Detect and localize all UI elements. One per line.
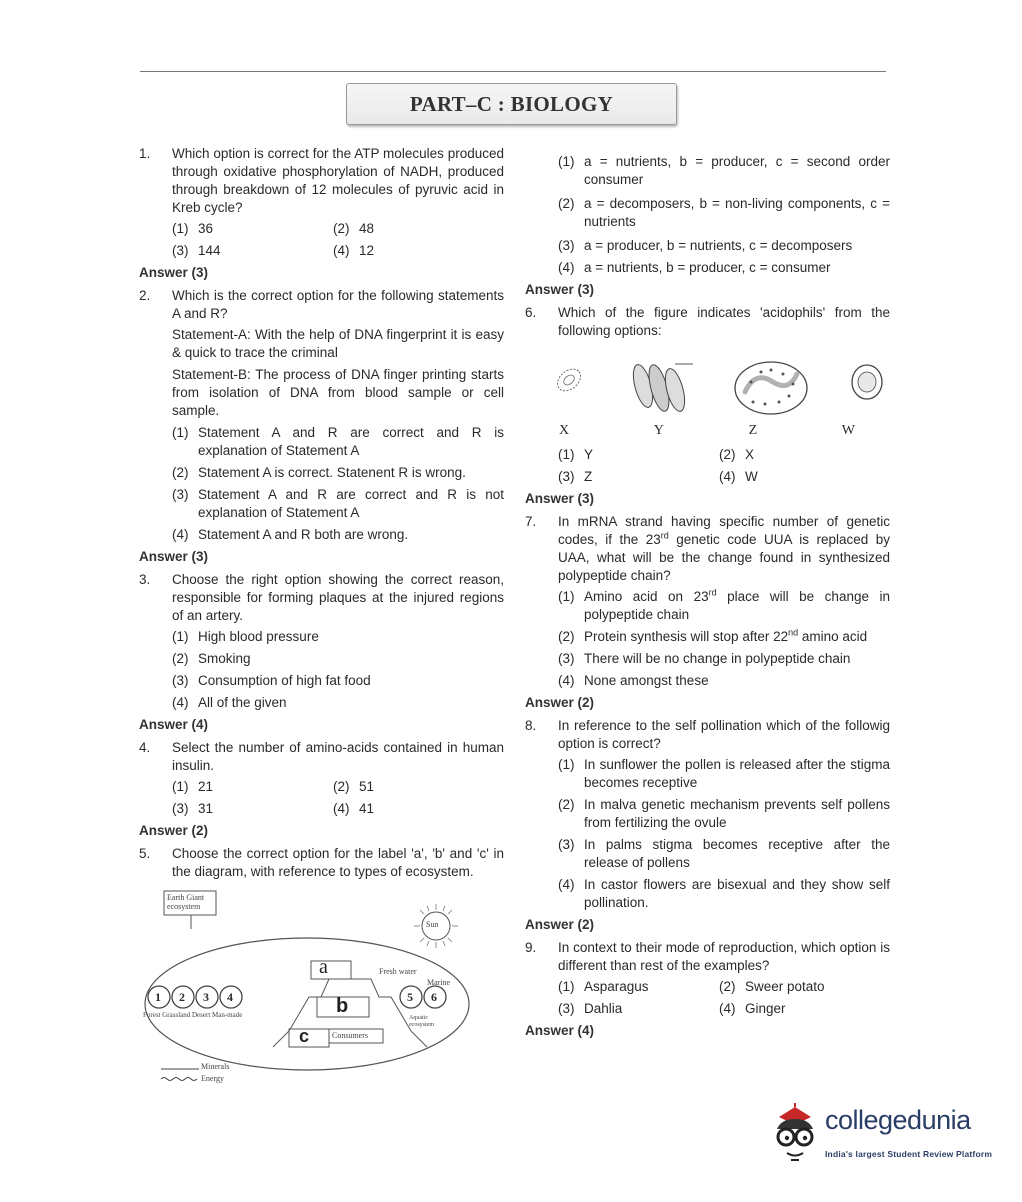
statement-b: Statement-B: The process of DNA finger printing starts from isolation of DNA from blood sample or cell sample. [172, 367, 504, 418]
question-text: In context to their mode of reproduction, which option is different than rest of the examples? [558, 940, 890, 973]
question-9 [525, 939, 890, 975]
cell-w-icon [847, 358, 887, 408]
option: (3) Consumption of high fat food [172, 673, 371, 688]
answer-label: Answer (3) [139, 265, 209, 280]
collegedunia-logo[interactable] [765, 1103, 993, 1168]
option: (4) Statement A and R both are wrong. [172, 527, 409, 542]
answer-label: Answer (3) [525, 282, 595, 297]
option-row: (1) 21 (2) 51 [172, 779, 375, 794]
option: (2) Smoking [172, 651, 251, 666]
question-number: 2. [139, 288, 151, 303]
option-text: 48 [359, 221, 375, 236]
question-text: Choose the correct option for the label 'a', 'b' and 'c' in the diagram, with reference to types of ecosystem. [172, 846, 504, 879]
question-text: In mRNA strand having specific number of genetic codes, if the 23rd genetic code UUA is replaced by UAA, what will be the change found in synthesized polypeptide chain? [558, 514, 890, 583]
option-text: 144 [198, 243, 221, 258]
option: (3) In palms stigma becomes receptive after the release of pollens [558, 837, 890, 870]
option: (1) High blood pressure [172, 629, 319, 644]
question-5 [139, 845, 504, 881]
label-x: X [559, 423, 570, 438]
option: (3) a = producer, b = nutrients, c = decomposers [558, 238, 853, 253]
option-number: (4) [333, 243, 350, 258]
option: (1) In sunflower the pollen is released after the stigma becomes receptive [558, 757, 890, 790]
option: (3) There will be no change in polypeptide chain [558, 651, 851, 666]
biosphere-ellipse [145, 938, 469, 1070]
ecosystem-diagram [139, 889, 504, 1089]
question-text: In reference to the self pollination which of the followig option is correct? [558, 718, 890, 751]
question-4 [139, 739, 504, 775]
energy-legend-wave [161, 1078, 197, 1081]
question-8 [525, 717, 890, 753]
question-number: 1. [139, 146, 151, 161]
option-row: (3) Z (4) W [558, 469, 758, 484]
option: (4) None amongst these [558, 673, 709, 688]
number-1: 1 [155, 990, 161, 1004]
label-b: b [336, 995, 349, 1017]
option-number: (3) [172, 243, 189, 258]
statement-a: Statement-A: With the help of DNA fingerprint it is easy & quick to trace the criminal [172, 327, 504, 360]
question-text: Which option is correct for the ATP molecules produced through oxidative phosphorylation of NADH, produced through breakdown of 12 molecules of pyruvic acid in Kreb cycle? [172, 146, 504, 215]
label-a-box [311, 961, 351, 979]
question-text: Which is the correct option for the following statements A and R? [172, 288, 504, 321]
label-y: Y [653, 423, 664, 438]
option-row: (3) 31 (4) 41 [172, 801, 375, 816]
logo-tagline: India's largest Student Review Platform [825, 1149, 993, 1159]
question-1 [139, 145, 504, 217]
option-row: (1) Asparagus (2) Sweer potato [558, 979, 825, 994]
question-number: 6. [525, 305, 537, 320]
option: (4) In castor flowers are bisexual and they show self pollination. [558, 877, 890, 910]
answer-label: Answer (2) [525, 917, 595, 932]
label-a: a [319, 956, 328, 978]
option-row [172, 220, 504, 238]
number-4: 4 [227, 990, 233, 1004]
cell-y-icon [625, 358, 695, 418]
question-3 [139, 571, 504, 625]
question-text: Select the number of amino-acids contained in human insulin. [172, 740, 504, 773]
question-text: Choose the right option showing the correct reason, responsible for forming plaques at the injured regions of an artery. [172, 572, 504, 623]
marine-label: Marine [427, 978, 451, 987]
option: (2) Protein synthesis will stop after 22nd amino acid [558, 627, 868, 644]
aquatic-label: Aquatic ecosystem [409, 1015, 434, 1028]
question-7 [525, 513, 890, 585]
option: (1) Amino acid on 23rd place will be change in polypeptide chain [558, 587, 890, 622]
question-number: 7. [525, 514, 537, 529]
consumers-label: Consumers [332, 1031, 368, 1040]
number-3: 3 [203, 990, 209, 1004]
fresh-water-label: Fresh water [379, 967, 417, 976]
option-text: 12 [359, 243, 375, 258]
page-title: PART–C : BIOLOGY [346, 83, 677, 125]
option-row [172, 242, 504, 260]
number-5: 5 [407, 990, 413, 1004]
figure-labels [559, 422, 855, 440]
left-column [139, 145, 504, 1089]
question-6 [525, 304, 890, 340]
question-number: 3. [139, 572, 151, 587]
number-2: 2 [179, 990, 185, 1004]
forest-label: Forest Grassland Desert Man-made [143, 1011, 243, 1019]
option-number: (1) [172, 221, 189, 236]
option: (4) a = nutrients, b = producer, c = consumer [558, 260, 831, 275]
option: (1) Statement A and R are correct and R is explanation of Statement A [172, 425, 504, 458]
question-text: Which of the figure indicates 'acidophils' from the following options: [558, 305, 890, 338]
answer-label: Answer (2) [139, 823, 209, 838]
option-row: (3) Dahlia (4) Ginger [558, 1001, 786, 1016]
option: (2) a = decomposers, b = non-living components, c = nutrients [558, 196, 890, 229]
mascot-icon [765, 1103, 823, 1165]
question-number: 5. [139, 846, 151, 861]
answer-label: Answer (4) [525, 1023, 595, 1038]
minerals-label: Minerals [201, 1062, 230, 1071]
sun-label: Sun [426, 920, 439, 929]
top-rule [140, 71, 886, 72]
energy-label: Energy [201, 1074, 224, 1083]
label-z: Z [748, 423, 758, 438]
answer-label: Answer (2) [525, 695, 595, 710]
question-number: 8. [525, 718, 537, 733]
option: (2) Statement A is correct. Statenent R is wrong. [172, 465, 466, 480]
option: (1) a = nutrients, b = producer, c = second order consumer [558, 154, 890, 187]
label-w: W [841, 423, 855, 438]
right-column [525, 153, 890, 1045]
question-number: 4. [139, 740, 151, 755]
label-c: c [299, 1026, 310, 1046]
option-row: (1) Y (2) X [558, 447, 755, 462]
option-text: 36 [198, 221, 214, 236]
cell-z-icon [731, 358, 811, 418]
option: (2) In malva genetic mechanism prevents self pollens from fertilizing the ovule [558, 797, 890, 830]
option-number: (2) [333, 221, 350, 236]
question-number: 9. [525, 940, 537, 955]
question-2 [139, 287, 504, 323]
option: (4) All of the given [172, 695, 287, 710]
earth-label: Earth Giant ecosystem [167, 893, 205, 911]
answer-label: Answer (3) [525, 491, 595, 506]
option: (3) Statement A and R are correct and R is not explanation of Statement A [172, 487, 504, 520]
answer-label: Answer (3) [139, 549, 209, 564]
cell-figures [549, 358, 887, 418]
logo-text: collegedunia [825, 1105, 971, 1135]
cell-x-icon [549, 358, 589, 408]
answer-label: Answer (4) [139, 717, 209, 732]
number-6: 6 [431, 990, 437, 1004]
